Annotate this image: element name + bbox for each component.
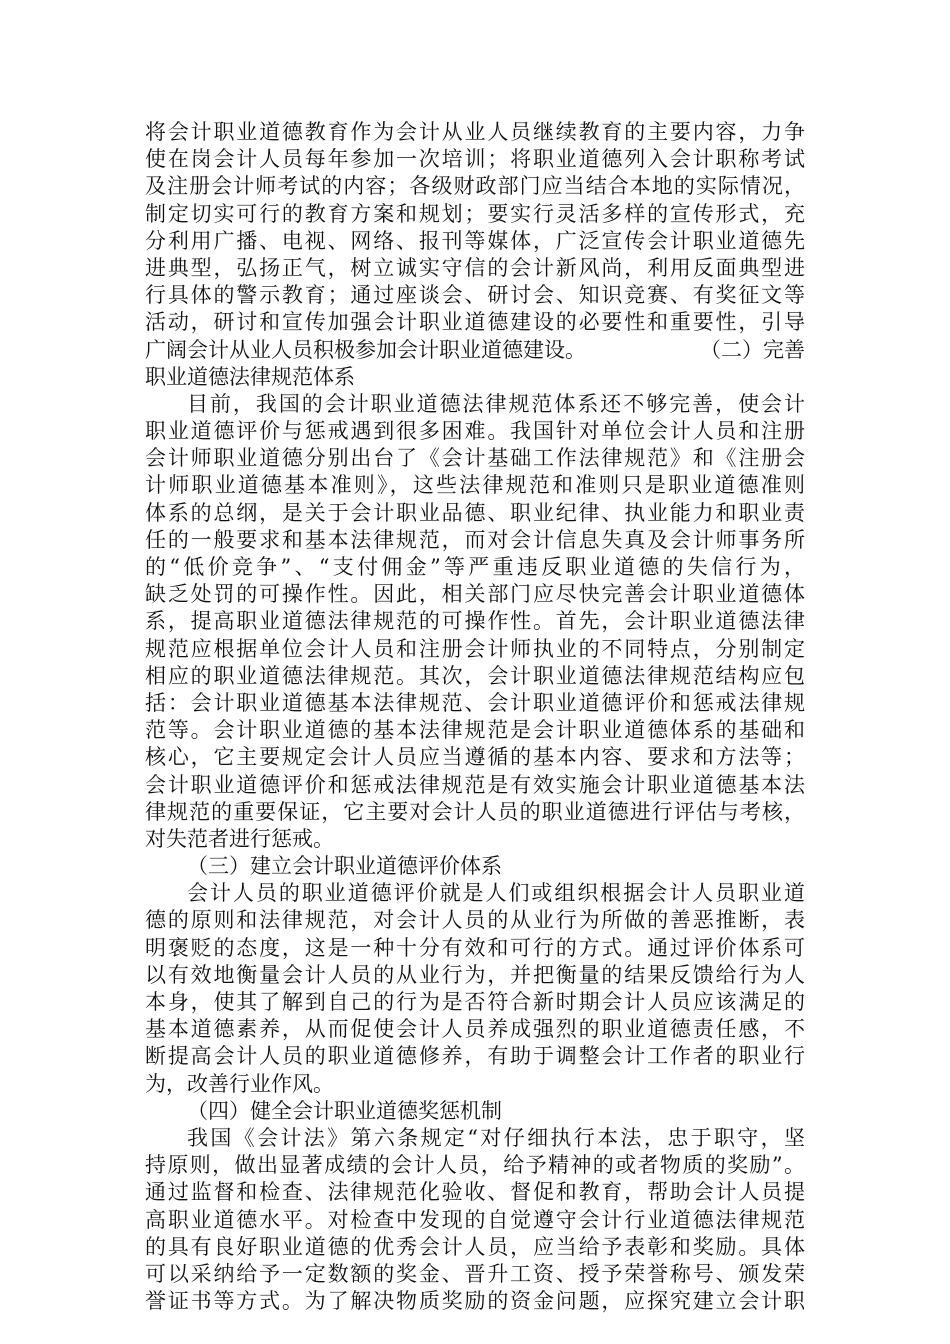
text-line: 誉证书等方式。为了解决物质奖励的资金问题，应探究建立会计职 bbox=[145, 1289, 805, 1314]
text-line: 基本道德素养，从而促使会计人员养成强烈的职业道德责任感，不 bbox=[145, 1017, 805, 1042]
text-line: 将会计职业道德教育作为会计从业人员继续教育的主要内容，力争 bbox=[145, 120, 805, 144]
text-line: 我国《会计法》第六条规定“对仔细执行本法，忠于职守，坚 bbox=[187, 1125, 805, 1150]
text-line: 对失范者进行惩戒。 bbox=[145, 826, 334, 851]
text-line: 职业道德评价与惩戒遇到很多困难。我国针对单位会计人员和注册 bbox=[145, 419, 805, 444]
section-heading: （三）建立会计职业道德评价体系 bbox=[187, 854, 502, 879]
text-line: 任的一般要求和基本法律规范，而对会计信息失真及会计师事务所 bbox=[145, 527, 805, 552]
text-line: 目前，我国的会计职业道德法律规范体系还不够完善，使会计 bbox=[187, 391, 805, 416]
text-line: 范等。会计职业道德的基本法律规范是会计职业道德体系的基础和 bbox=[145, 718, 805, 743]
text-line: 的“低价竞争”、“支付佣金”等严重违反职业道德的失信行为， bbox=[145, 555, 805, 579]
text-line: 律规范的重要保证，它主要对会计人员的职业道德进行评估与考核， bbox=[145, 799, 805, 824]
text-line: 进典型，弘扬正气，树立诚实守信的会计新风尚，利用反面典型进 bbox=[145, 255, 805, 280]
text-line: 制定切实可行的教育方案和规划；要实行灵活多样的宣传形式，充 bbox=[145, 201, 805, 226]
text-line: 本身，使其了解到自己的行为是否符合新时期会计人员应该满足的 bbox=[145, 990, 805, 1014]
text-line: 高职业道德水平。对检查中发现的自觉遵守会计行业道德法律规范 bbox=[145, 1207, 805, 1232]
text-line: 德的原则和法律规范，对会计人员的从业行为所做的善恶推断，表 bbox=[145, 908, 805, 933]
text-line: 为，改善行业作风。 bbox=[145, 1071, 334, 1096]
text-line: 会计人员的职业道德评价就是人们或组织根据会计人员职业道 bbox=[187, 881, 805, 906]
text-line: 分利用广播、电视、网络、报刊等媒体，广泛宣传会计职业道德先 bbox=[145, 228, 805, 253]
document-page bbox=[145, 119, 805, 1315]
text-line: 系，提高职业道德法律规范的可操作性。首先，会计职业道德法律 bbox=[145, 609, 805, 634]
text-line: 可以采纳给予一定数额的奖金、晋升工资、授予荣誉称号、颁发荣 bbox=[145, 1261, 805, 1286]
text-line: 核心，它主要规定会计人员应当遵循的基本内容、要求和方法等； bbox=[145, 745, 805, 770]
text-line: 括：会计职业道德基本法律规范、会计职业道德评价和惩戒法律规 bbox=[145, 690, 805, 715]
section-heading-start: （二）完善 bbox=[700, 337, 805, 362]
text-line: 及注册会计师考试的内容；各级财政部门应当结合本地的实际情况， bbox=[145, 174, 805, 199]
text-line: 相应的职业道德法律规范。其次，会计职业道德法律规范结构应包 bbox=[145, 663, 805, 688]
text-line: 使在岗会计人员每年参加一次培训；将职业道德列入会计职称考试 bbox=[145, 147, 805, 172]
section-heading-continued: 职业道德法律规范体系 bbox=[145, 364, 355, 389]
text-line: 规范应根据单位会计人员和注册会计师执业的不同特点，分别制定 bbox=[145, 636, 805, 661]
text-line: 会计职业道德评价和惩戒法律规范是有效实施会计职业道德基本法 bbox=[145, 772, 805, 797]
text-line: 持原则，做出显著成绩的会计人员，给予精神的或者物质的奖励”。 bbox=[145, 1153, 805, 1178]
text-line: 通过监督和检查、法律规范化验收、督促和教育，帮助会计人员提 bbox=[145, 1180, 805, 1205]
text-line: 活动，研讨和宣传加强会计职业道德建设的必要性和重要性，引导 bbox=[145, 310, 805, 335]
text-line: 以有效地衡量会计人员的从业行为，并把衡量的结果反馈给行为人 bbox=[145, 962, 805, 987]
paragraph-end-text: 广阔会计从业人员积极参加会计职业道德建设。 bbox=[145, 337, 586, 362]
section-heading: （四）健全会计职业道德奖惩机制 bbox=[187, 1098, 502, 1123]
text-line bbox=[145, 337, 805, 364]
text-line: 计师职业道德基本准则》，这些法律规范和准则只是职业道德准则 bbox=[145, 473, 805, 498]
text-line: 缺乏处罚的可操作性。因此，相关部门应尽快完善会计职业道德体 bbox=[145, 582, 805, 607]
text-line: 体系的总纲，是关于会计职业品德、职业纪律、执业能力和职业责 bbox=[145, 500, 805, 525]
text-line: 行具体的警示教育；通过座谈会、研讨会、知识竞赛、有奖征文等 bbox=[145, 283, 805, 308]
text-line: 的具有良好职业道德的优秀会计人员，应当给予表彰和奖励。具体 bbox=[145, 1234, 805, 1259]
text-line: 会计师职业道德分别出台了《会计基础工作法律规范》和《注册会 bbox=[145, 446, 805, 471]
text-line: 断提高会计人员的职业道德修养，有助于调整会计工作者的职业行 bbox=[145, 1044, 805, 1069]
text-line: 明褒贬的态度，这是一种十分有效和可行的方式。通过评价体系可 bbox=[145, 935, 805, 960]
